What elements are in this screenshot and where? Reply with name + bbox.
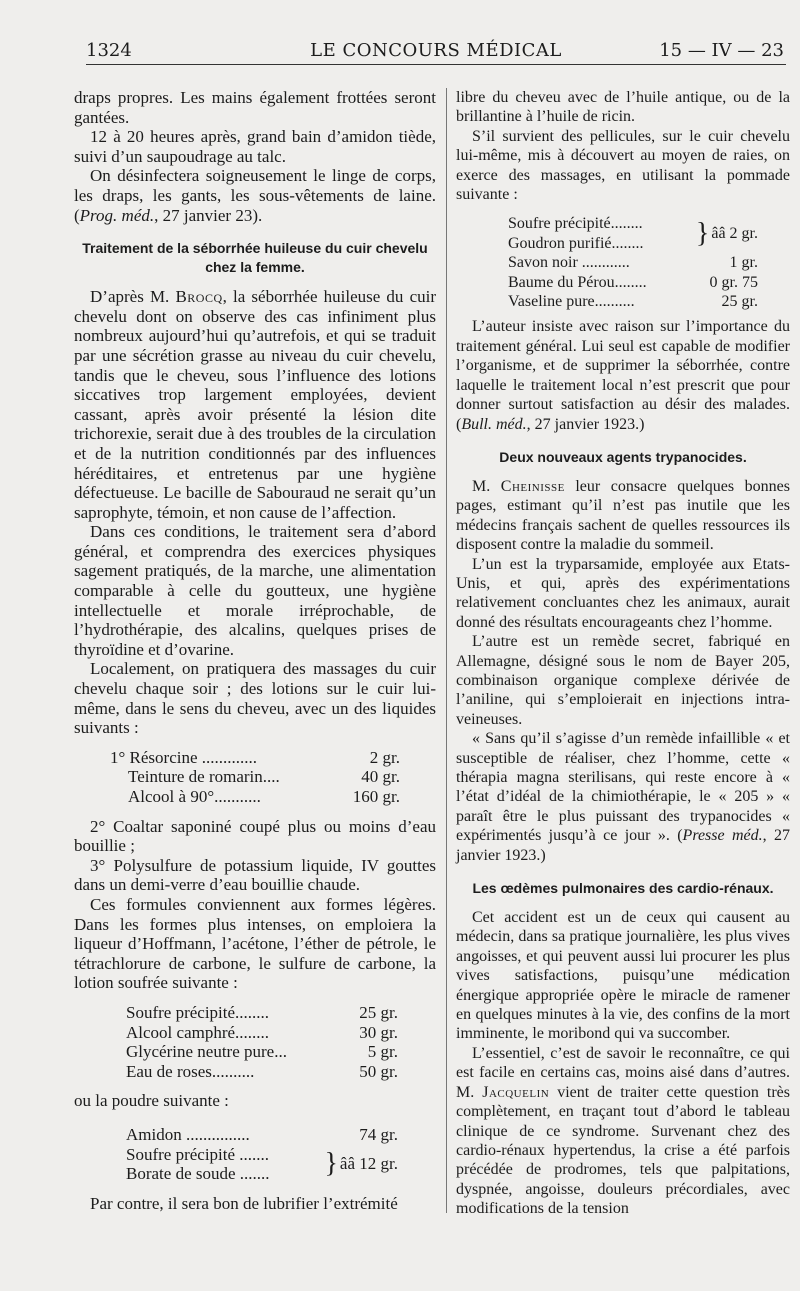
author-name: Jacquelin: [482, 1083, 550, 1101]
paragraph: 2° Coaltar saponiné coupé plus ou moins d’eau bouillie ;: [74, 816, 436, 856]
right-column: [456, 88, 790, 1219]
prescription-line: Amidon ............... 74 gr.: [126, 1124, 398, 1144]
prescription-line: Savon noir ............ 1 gr.: [508, 254, 758, 272]
paragraph: Ces formules conviennent aux formes légères. Dans les formes plus intenses, on emploiera la liqueur d’Hoffmann, l’acétone, l’éther de pétrole, le tétrachlorure de carbone, le sulfure de carbone, la lotion soufrée suivante :: [74, 894, 436, 993]
prescription-list: [508, 214, 758, 311]
quotation: « Sans qu’il s’agisse d’un remède infaillible « et susceptible de réaliser, chez l’homme, cette « thérapia magna sterilisans, qui reste encore à « l’état d’idéal de la chimiothérapie, le « 205 » « paraît être le plus puissant des trypanocides « expérimentés jusqu’à ce jour ». (Presse méd., 27 janvier 1923.): [456, 730, 791, 864]
braced-prescription-group: [126, 1145, 398, 1184]
paragraph: Dans ces conditions, le traitement sera d’abord général, et comprendra des exercices physiques sagement pratiqués, de la marche, une alimentation comparable à celle du goutteux, une hygiène intellectuelle et morale irréprochable, de l’hydrothérapie, des alcalins, quelques prises de thyroïdine et d’ovarine.: [74, 522, 436, 659]
paragraph: D’après M. Brocq, la séborrhée huileuse du cuir chevelu dont on observe des cas infiniment plus nombreux aujourd’hui qu’autrefois, et qui se traduit par une sécrétion grasse au niveau du cuir chevelu, tandis que le cheveu, sous l’influence des lotions siccatives trop largement employées, devient cassant, après avoir présenté la lésion dite trichorexie, serait due à des troubles de la circulation et de la nutrition conditionnés par des influences héréditaires, et entretenus par une hygiène défectueuse. Le bacille de Sabouraud ne serait qu’un saprophyte, témoin, et non cause de l’affection.: [74, 287, 436, 522]
paragraph: ou la poudre suivante :: [74, 1091, 229, 1111]
prescription-line: Teinture de romarin.... 40 gr.: [128, 767, 400, 787]
prescription-line: Alcool camphré........ 30 gr.: [126, 1022, 398, 1042]
citation: Presse méd.: [682, 827, 763, 845]
journal-title: LE CONCOURS MÉDICAL: [310, 40, 562, 61]
author-name: Brocq: [175, 287, 223, 307]
brace-symbol: }: [324, 1148, 338, 1180]
paragraph: M. Cheinisse leur consacre quelques bonnes pages, estimant qu’il n’est pas inutile que les médecins français sachent de quelles ressources ils disposent contre la maladie du sommeil.: [456, 477, 790, 554]
prescription-list: [126, 1003, 398, 1081]
paragraph: L’autre est un remède secret, fabriqué en Allemagne, désigné sous le nom de Bayer 205, combinaison organique complexe dérivée de l’aniline, qui s’emploierait en injections intra-veineuses.: [456, 633, 790, 728]
paragraph: S’il survient des pellicules, sur le cuir chevelu lui-même, mis à découvert au moyen de raies, on exerce des massages, en utilisant la pommade suivante :: [456, 127, 790, 204]
left-column: [74, 88, 436, 1213]
prescription-line: Glycérine neutre pure... 5 gr.: [126, 1042, 398, 1062]
paragraph: On désinfectera soigneusement le linge de corps, les draps, les gants, les sous-vêtements de laine. (Prog. méd., 27 janvier 23).: [74, 166, 436, 225]
page-number: 1324: [86, 40, 132, 61]
paragraph: draps propres. Les mains également frottées seront gantées.: [74, 88, 436, 127]
paragraph: L’auteur insiste avec raison sur l’importance du traitement général. Lui seul est capable de modifier l’organisme, et de supprimer la séborrhée, contre laquelle le traitement local n’est prescrit que pour donner surtout satisfaction au désir des malades. (Bull. méd., 27 janvier 1923.): [456, 318, 790, 433]
paragraph: L’un est la tryparsamide, employée aux Etats-Unis, et qui, après des expérimentations relativement concluantes chez les animaux, aurait donné des résultats encourageants chez l’homme.: [456, 555, 790, 631]
section-heading: Traitement de la séborrhée huileuse du cuir chevelu chez la femme.: [82, 240, 428, 276]
prescription-list: [126, 1125, 398, 1184]
paragraph: Cet accident est un de ceux qui causent au médecin, dans sa pratique journalière, les plus vives angoisses, et qui peuvent aussi lui procurer les plus vives satisfactions, puisqu’une médication énergique appropriée opère le miracle de ramener en quelques minutes à la vie, des confins de la mort imminente, le moribond qui va succomber.: [456, 909, 790, 1043]
prescription-line: Baume du Pérou........ 0 gr. 75: [508, 273, 758, 291]
section-heading: Les œdèmes pulmonaires des cardio-rénaux.: [472, 880, 774, 897]
prescription-line: Soufre précipité .......: [126, 1144, 270, 1164]
paragraph: Par contre, il sera bon de lubrifier l’extrémité: [90, 1193, 398, 1213]
column-divider: [446, 88, 447, 1213]
prescription-line: Eau de roses.......... 50 gr.: [126, 1061, 398, 1081]
prescription-line: 1° Résorcine ............. 2 gr.: [110, 747, 400, 767]
paragraph: L’essentiel, c’est de savoir le reconnaître, ce qui est facile en certains cas, moins aisé dans d’autres. M. Jacquelin vient de traiter cette question très complètement, en traçant tout d’abord le tableau clinique de ce syndrome. Survenant chez des cardio-rénaux hypertendus, la crise a été parfois précédée de prodromes, tels que palpitations, dyspnée, angoisse, douleurs précordiales, avec modifications de la tension: [456, 1044, 790, 1218]
paragraph: 12 à 20 heures après, grand bain d’amidon tiède, suivi d’un saupoudrage au talc.: [74, 127, 436, 166]
prescription-line: Soufre précipité........ 25 gr.: [126, 1002, 398, 1022]
prescription-line: Goudron purifié........: [508, 234, 644, 252]
paragraph: Localement, on pratiquera des massages du cuir chevelu chaque soir ; des lotions sur le cuir lui-même, dans le sens du cheveu, avec un des liquides suivants :: [74, 659, 436, 738]
prescription-line: Borate de soude .......: [126, 1164, 270, 1184]
braced-quantity: ââ 12 gr.: [339, 1154, 398, 1174]
page-header: [86, 38, 786, 65]
brace-symbol: }: [695, 217, 710, 249]
braced-prescription-group: [508, 214, 758, 253]
paragraph: libre du cheveu avec de l’huile antique, ou de la brillantine à l’huile de ricin.: [456, 89, 790, 126]
citation: Bull. méd.: [461, 415, 527, 433]
prescription-list: [110, 748, 400, 807]
section-heading: Deux nouveaux agents trypanocides.: [499, 448, 747, 465]
prescription-line: Soufre précipité........: [508, 215, 643, 233]
paragraph: 3° Polysulfure de potassium liquide, IV gouttes dans un demi-verre d’eau bouillie chaude.: [74, 855, 436, 895]
prescription-line: Alcool à 90°........... 160 gr.: [128, 787, 400, 806]
author-name: Cheinisse: [500, 477, 565, 495]
citation: Prog. méd.: [79, 205, 155, 225]
braced-quantity: ââ 2 gr.: [711, 225, 758, 243]
issue-date: 15 — IV — 23: [659, 40, 784, 61]
prescription-line: Vaseline pure.......... 25 gr.: [508, 293, 758, 311]
